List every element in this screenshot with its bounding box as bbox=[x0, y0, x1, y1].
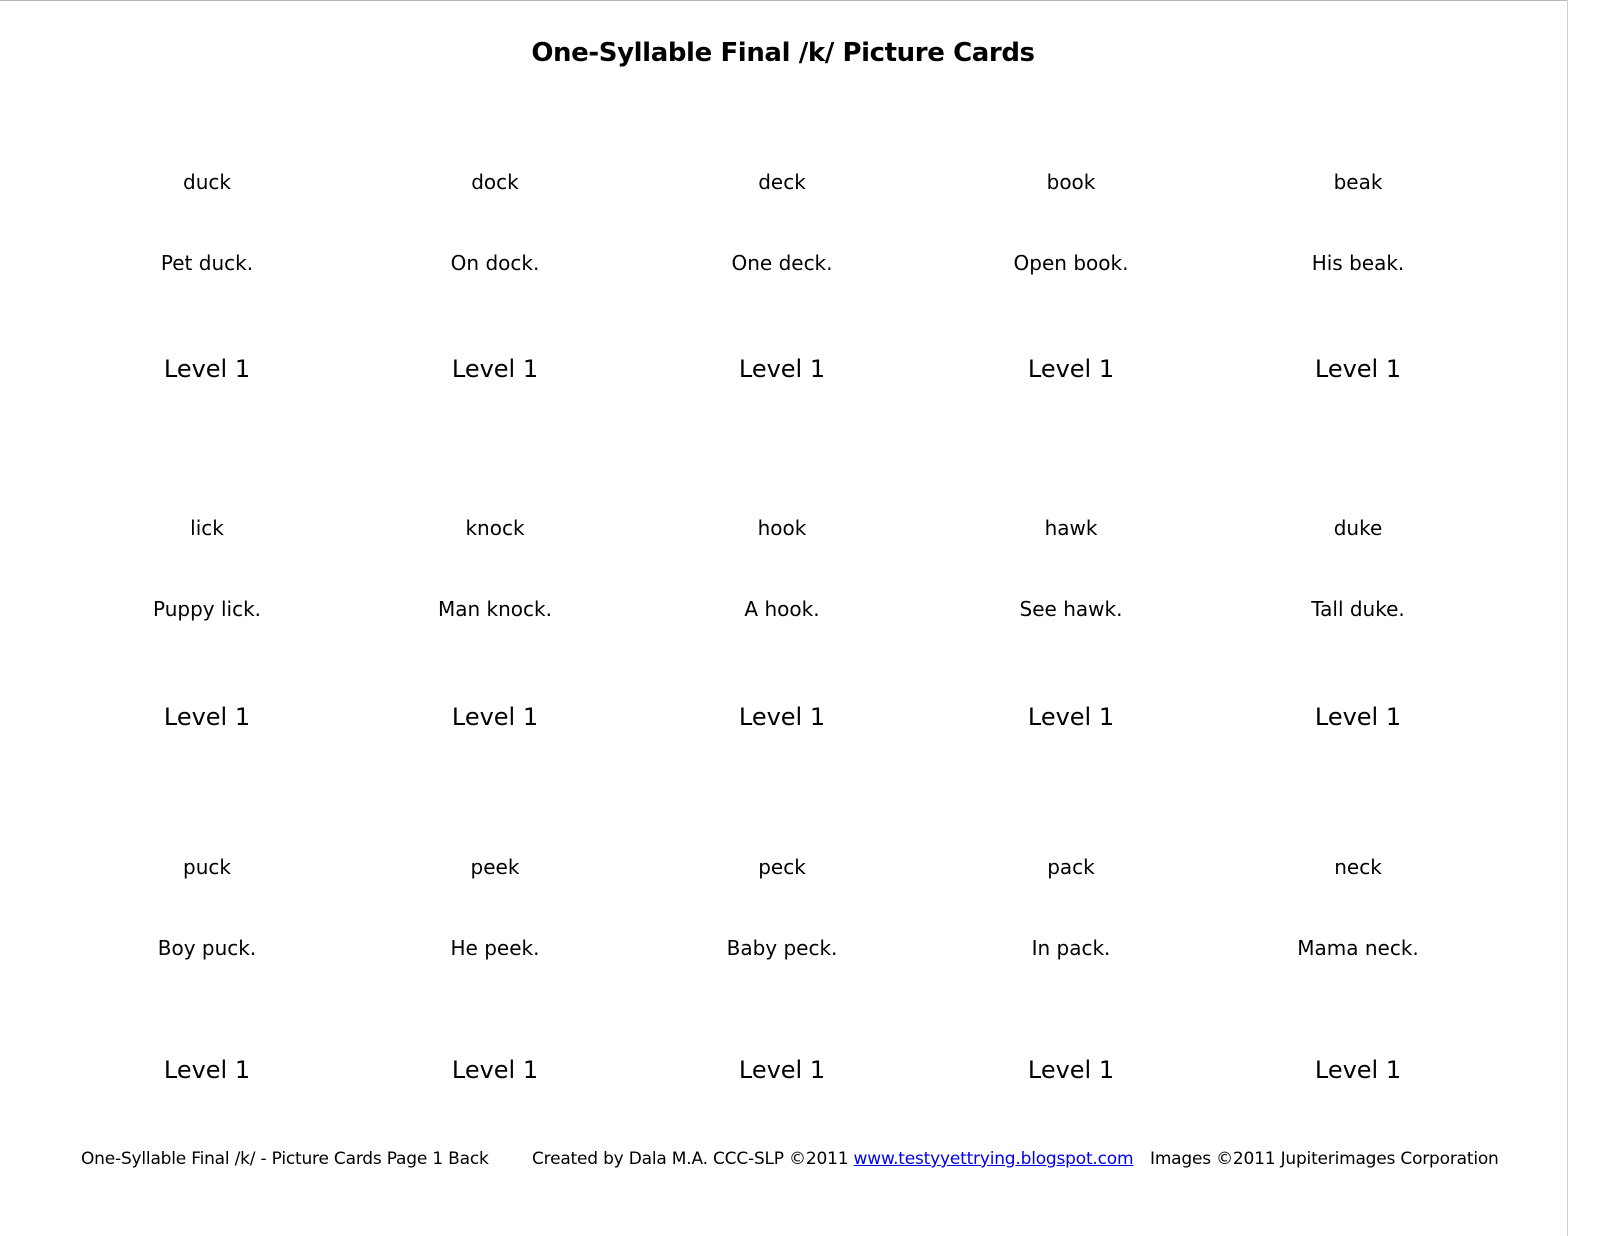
card-word: duck bbox=[183, 170, 231, 194]
card-level: Level 1 bbox=[738, 355, 826, 383]
card-level: Level 1 bbox=[1027, 355, 1115, 383]
card-sentence: See hawk. bbox=[1019, 597, 1123, 621]
card-word: knock bbox=[465, 516, 525, 540]
footer-page-label: One-Syllable Final /k/ - Picture Cards Page 1 Back bbox=[81, 1149, 489, 1169]
card-book bbox=[928, 170, 1214, 430]
card-hawk bbox=[928, 516, 1214, 776]
card-sentence: Man knock. bbox=[438, 597, 552, 621]
card-sentence: Pet duck. bbox=[160, 251, 254, 275]
footer-credit-text: Created by Dala M.A. CCC-SLP ©2011 bbox=[532, 1149, 849, 1169]
card-level: Level 1 bbox=[1027, 703, 1115, 731]
card-level: Level 1 bbox=[451, 355, 539, 383]
card-word: beak bbox=[1333, 170, 1383, 194]
card-word: pack bbox=[1047, 855, 1095, 879]
card-word: neck bbox=[1334, 855, 1382, 879]
card-level: Level 1 bbox=[1314, 703, 1402, 731]
card-duck bbox=[64, 170, 350, 430]
card-sentence: On dock. bbox=[450, 251, 540, 275]
card-beak bbox=[1215, 170, 1501, 430]
card-word: duke bbox=[1333, 516, 1383, 540]
card-sentence: Open book. bbox=[1013, 251, 1129, 275]
card-word: puck bbox=[183, 855, 231, 879]
card-word: peck bbox=[758, 855, 806, 879]
card-deck bbox=[639, 170, 925, 430]
card-level: Level 1 bbox=[163, 703, 251, 731]
card-level: Level 1 bbox=[1314, 1056, 1402, 1084]
card-sentence: Mama neck. bbox=[1297, 936, 1419, 960]
card-level: Level 1 bbox=[163, 1056, 251, 1084]
card-sentence: Puppy lick. bbox=[152, 597, 262, 621]
card-level: Level 1 bbox=[451, 1056, 539, 1084]
card-sentence: He peek. bbox=[450, 936, 540, 960]
card-level: Level 1 bbox=[738, 1056, 826, 1084]
card-word: hook bbox=[757, 516, 807, 540]
card-neck bbox=[1215, 855, 1501, 1115]
card-puck bbox=[64, 855, 350, 1115]
footer-website-link[interactable]: www.testyyettrying.blogspot.com bbox=[853, 1149, 1134, 1169]
card-level: Level 1 bbox=[163, 355, 251, 383]
card-word: hawk bbox=[1044, 516, 1098, 540]
card-level: Level 1 bbox=[1314, 355, 1402, 383]
card-hook bbox=[639, 516, 925, 776]
card-knock bbox=[352, 516, 638, 776]
card-word: book bbox=[1046, 170, 1096, 194]
card-word: dock bbox=[471, 170, 519, 194]
footer-credit bbox=[532, 1149, 1133, 1169]
card-word: lick bbox=[190, 516, 224, 540]
card-level: Level 1 bbox=[1027, 1056, 1115, 1084]
card-pack bbox=[928, 855, 1214, 1115]
card-level: Level 1 bbox=[451, 703, 539, 731]
card-peck bbox=[639, 855, 925, 1115]
card-sentence: One deck. bbox=[731, 251, 833, 275]
card-word: deck bbox=[758, 170, 806, 194]
card-sentence: In pack. bbox=[1031, 936, 1111, 960]
card-sentence: His beak. bbox=[1311, 251, 1405, 275]
card-word: peek bbox=[470, 855, 520, 879]
card-sentence: Tall duke. bbox=[1311, 597, 1405, 621]
card-sentence: A hook. bbox=[744, 597, 820, 621]
card-lick bbox=[64, 516, 350, 776]
footer-image-credit: Images ©2011 Jupiterimages Corporation bbox=[1150, 1149, 1499, 1169]
card-duke bbox=[1215, 516, 1501, 776]
page-title: One-Syllable Final /k/ Picture Cards bbox=[531, 38, 1035, 68]
card-sentence: Baby peck. bbox=[726, 936, 838, 960]
card-level: Level 1 bbox=[738, 703, 826, 731]
card-peek bbox=[352, 855, 638, 1115]
card-dock bbox=[352, 170, 638, 430]
card-sentence: Boy puck. bbox=[157, 936, 257, 960]
